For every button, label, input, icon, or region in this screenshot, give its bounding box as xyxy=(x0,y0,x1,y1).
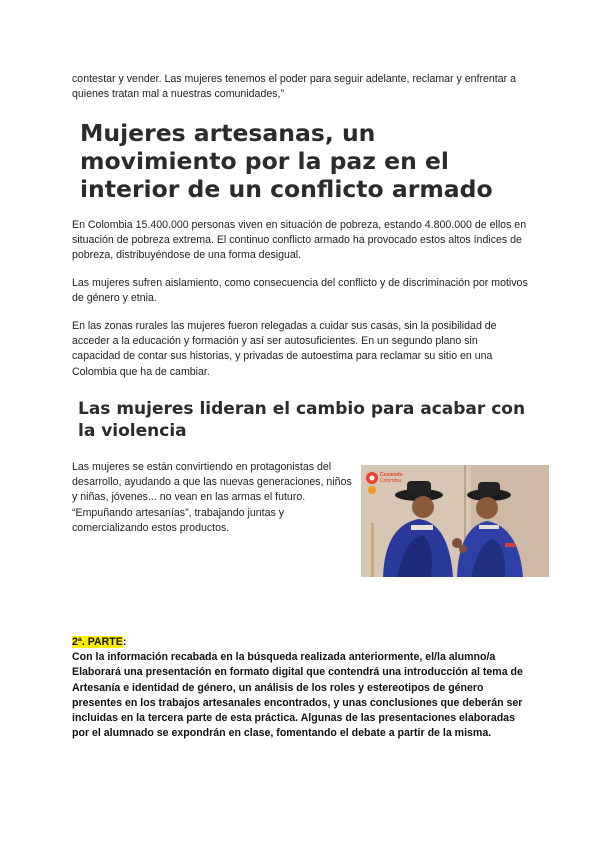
paragraph-aislamiento: Las mujeres sufren aislamiento, como consecuencia del conflicto y de discriminación por motivos de género y etnia. xyxy=(72,277,528,305)
logo-text-1: Cosiendo xyxy=(380,472,403,478)
part2-heading xyxy=(72,635,532,650)
logo-text-2: Colombia xyxy=(380,478,402,484)
heading-artesanas: Mujeres artesanas, un movimiento por la paz en el interior de un conflicto armado xyxy=(80,119,493,203)
part2-body: Con la información recabada en la búsqueda realizada anteriormente, el/la alumno/a Elaborará una presentación en formato digital que contendrá una introducción al tema de Artesanía e identidad de género, un análisis de los roles y estereotipos de género presentes en los trabajos artesanales encontrados, y unas conclusiones que deberán ser incluidas en la tercera parte de esta práctica. Algunas de las presentaciones elaboradas por el alumnado se expondrán en clase, fomentando el debate a partir de la misma. xyxy=(72,651,523,740)
part2-block xyxy=(72,635,532,741)
paragraph-zonas-rurales: En las zonas rurales las mujeres fueron relegadas a cuidar sus casas, sin la posibilidad de acceder a la educación y formación y así ser autosuficientes. En un segundo plano sin capacidad de contar sus historias, y privadas de autoestima para reclamar su sitio en una Colombia que ha de cambiar. xyxy=(72,320,497,378)
intro-quote: contestar y vender. Las mujeres tenemos el poder para seguir adelante, reclamar y enfrentar a quienes tratan mal a nuestras comunidades,” xyxy=(72,73,517,101)
part2-label-suffix: : xyxy=(122,636,127,648)
paragraph-protagonistas: Las mujeres se están convirtiendo en protagonistas del desarrollo, ayudando a que las nuevas generaciones, niños y niñas, jóvenes... no vean en las armas el futuro. “Empuñando artesanías”, trabajando juntas y comercializando estos productos. xyxy=(72,461,352,534)
artisan-women-photo xyxy=(361,465,549,577)
part2-label: 2ª. PARTE xyxy=(72,636,123,648)
paragraph-pobreza: En Colombia 15.400.000 personas viven en situación de pobreza, estando 4.800.000 de ellos en situación de pobreza extrema. El continuo conflicto armado ha provocado estos altos índices de pobreza, distribuyéndose de una forma desigual. xyxy=(72,219,527,262)
heading-lideran-cambio: Las mujeres lideran el cambio para acabar con la violencia xyxy=(78,399,526,441)
cosiendo-logo xyxy=(365,469,413,497)
